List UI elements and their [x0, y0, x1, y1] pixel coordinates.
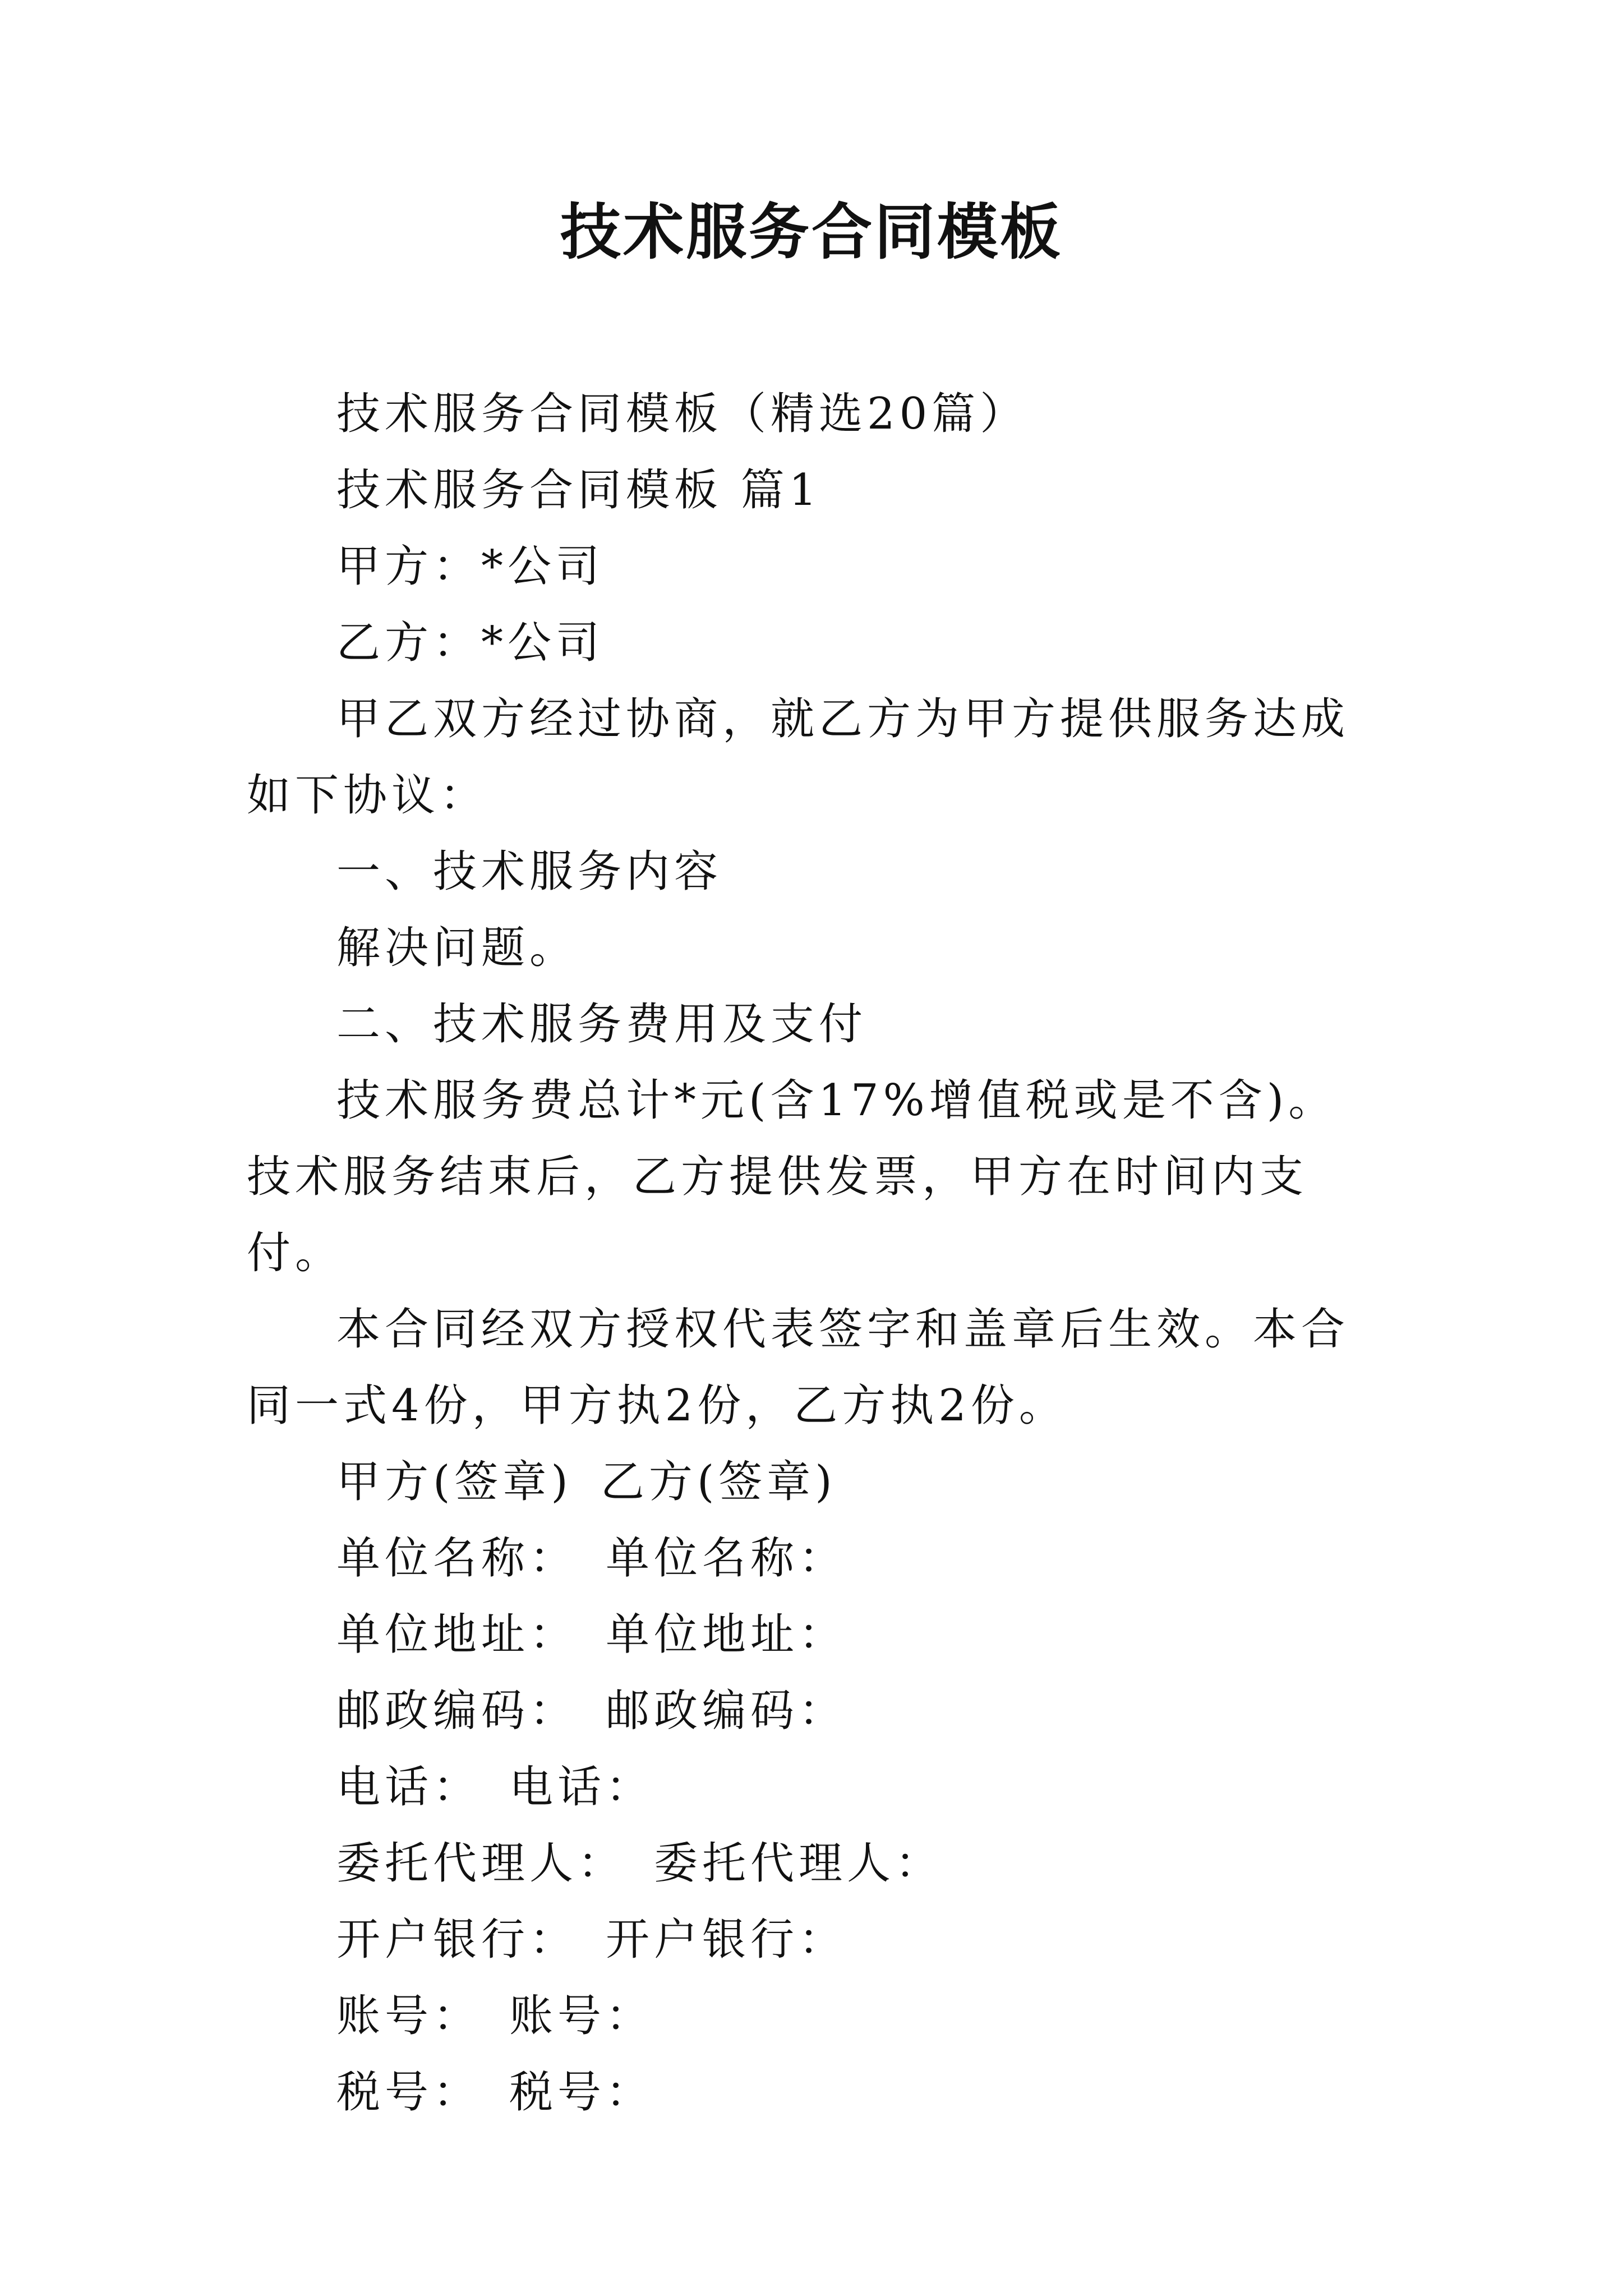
- party-a-field: 税号：: [336, 2067, 482, 2118]
- party-b-signature-label: 乙方(签章): [600, 1457, 837, 1507]
- party-a-field: 单位地址：: [336, 1609, 578, 1660]
- agreement-intro: 甲乙双方经过协商，就乙方为甲方提供服务达成如下协议：: [247, 694, 1350, 821]
- party-b-field: 开户银行：: [606, 1915, 847, 1965]
- subtitle-paragraph: 技术服务合同模板（精选20篇）: [336, 389, 1029, 439]
- signature-row: [247, 2054, 1380, 2131]
- clause-heading-2: 二、技术服务费用及支付: [336, 999, 868, 1050]
- party-b-field: 电话：: [509, 1762, 654, 1812]
- effective-clause: 本合同经双方授权代表签字和盖章后生效。本合同一式4份，甲方执2份，乙方执2份。: [247, 1304, 1350, 1431]
- signature-row: [247, 1520, 1380, 1596]
- party-a-signature-label: 甲方(签章): [336, 1457, 573, 1507]
- party-a-line: 甲方：*公司: [336, 541, 605, 592]
- signature-row: [247, 1749, 1380, 1825]
- signature-row: [247, 1596, 1380, 1673]
- party-a-field: 邮政编码：: [336, 1686, 578, 1736]
- clause-heading-1: 一、技术服务内容: [336, 846, 723, 897]
- signature-row: [247, 1978, 1380, 2054]
- party-b-field: 税号：: [509, 2067, 654, 2118]
- signature-row: [247, 1902, 1380, 1978]
- clause-text-2: 技术服务费总计*元(含17%增值税或是不含)。技术服务结束后，乙方提供发票，甲方在时间内支付。: [247, 1075, 1337, 1278]
- party-b-field: 账号：: [509, 1991, 654, 2041]
- party-b-field: 邮政编码：: [606, 1686, 847, 1736]
- document-title: 技术服务合同模板: [560, 197, 1063, 268]
- signature-header: [247, 1444, 1380, 1520]
- section-heading: 技术服务合同模板 篇1: [336, 465, 822, 516]
- signature-row: [247, 1825, 1380, 1902]
- party-a-field: 单位名称：: [336, 1533, 578, 1584]
- party-a-field: 电话：: [336, 1762, 482, 1812]
- party-a-field: 委托代理人：: [336, 1838, 626, 1889]
- party-b-line: 乙方：*公司: [336, 618, 605, 668]
- party-a-field: 账号：: [336, 1991, 482, 2041]
- document-body: [247, 376, 1380, 2131]
- party-b-field: 单位地址：: [606, 1609, 847, 1660]
- party-a-field: 开户银行：: [336, 1915, 578, 1965]
- signature-row: [247, 1673, 1380, 1749]
- clause-text-1: 解决问题。: [336, 923, 578, 973]
- party-b-field: 单位名称：: [606, 1533, 847, 1584]
- party-b-field: 委托代理人：: [654, 1838, 944, 1889]
